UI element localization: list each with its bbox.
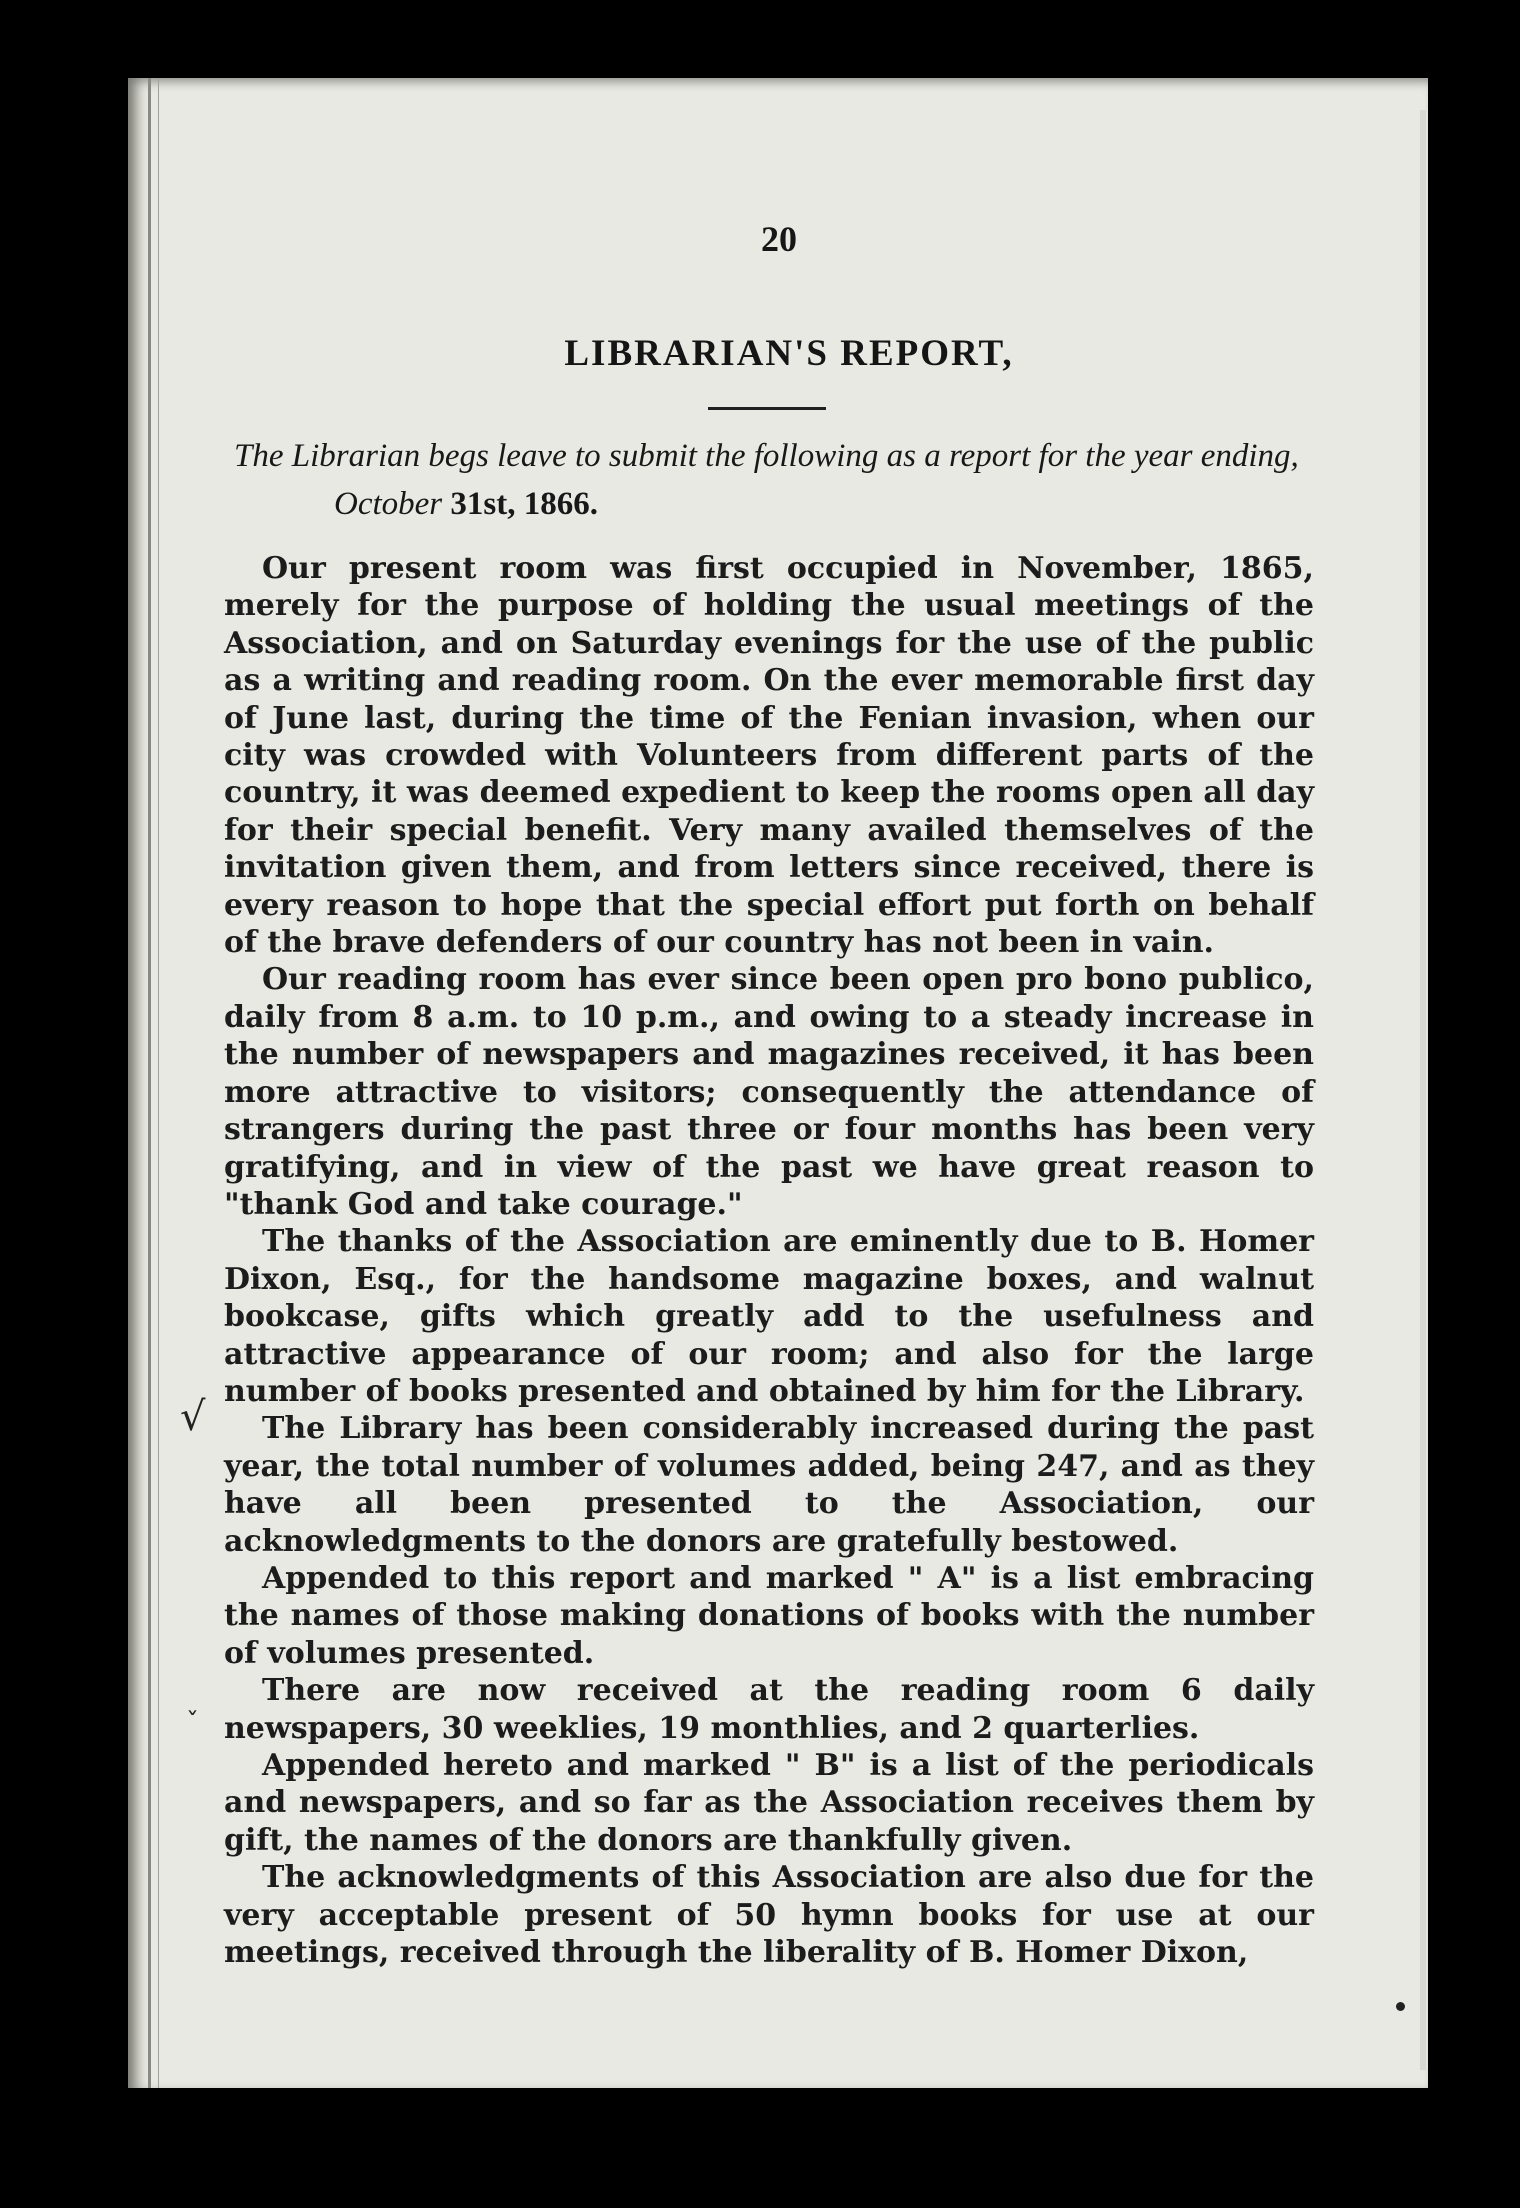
paragraph-3: The thanks of the Association are eminently due to B. Homer Dixon, Esq., for the handsome magazine boxes, and walnut bookcase, gifts which greatly add to the usefulness and attractive appearance of our room; and also for the large number of books presented and obtained by him for the Library. xyxy=(224,1224,1314,1409)
page-title: LIBRARIAN'S REPORT, xyxy=(564,333,1014,374)
intro-text: The Librarian begs leave to submit the following as a report for the year ending, October xyxy=(234,438,1299,522)
page-content xyxy=(224,218,1314,1971)
handwritten-check-mark: √ xyxy=(180,1394,206,1440)
intro-paragraph xyxy=(224,432,1314,528)
book-page xyxy=(128,78,1428,2088)
title-rule xyxy=(708,407,826,410)
handwritten-tick-mark: ˇ xyxy=(186,1708,199,1738)
intro-date: 31st, 1866. xyxy=(450,486,598,522)
paragraph-4: The Library has been considerably increased during the past year, the total number of volumes added, being 247, and as they have all been presented to the Association, our acknowledgments to the donors are gratefully bestowed. xyxy=(224,1411,1314,1559)
paragraph-5: Appended to this report and marked " A" is a list embracing the names of those making donations of books with the number of volumes presented. xyxy=(224,1560,1314,1671)
paragraph-6: There are now received at the reading room 6 daily newspapers, 30 weeklies, 19 monthlies, and 2 quarterlies. xyxy=(224,1673,1314,1746)
report-body xyxy=(224,550,1314,1971)
scan-border xyxy=(1428,110,1520,2110)
paragraph-8: The acknowledgments of this Association are also due for the very acceptable present of 50 hymn books for use at our meetings, received through the liberality of B. Homer Dixon, xyxy=(224,1860,1314,1971)
paragraph-2: Our reading room has ever since been open pro bono publico, daily from 8 a.m. to 10 p.m., and owing to a steady increase in the number of newspapers and magazines received, it has been more attractive to visitors; consequently the attendance of strangers during the past three or four months has been very gratifying, and in view of the past we have great reason to "thank God and take courage." xyxy=(224,962,1314,1222)
paragraph-7: Appended hereto and marked " B" is a list of the periodicals and newspapers, and so far as the Association receives them by gift, the names of the donors are thankfully given. xyxy=(224,1748,1314,1858)
ink-speck xyxy=(1396,2002,1405,2011)
facing-page-edge xyxy=(1420,110,1426,2070)
paragraph-1: Our present room was first occupied in November, 1865, merely for the purpose of holding the usual meetings of the Association, and on Saturday evenings for the use of the public as a writing and reading room. On the ever memorable first day of June last, during the time of the Fenian invasion, when our city was crowded with Volunteers from different parts of the country, it was deemed expedient to keep the rooms open all day for their special benefit. Very many availed themselves of the invitation given them, and from letters since received, there is every reason to hope that the special effort put forth on behalf of the brave defenders of our country has not been in vain. xyxy=(224,551,1314,961)
page-number: 20 xyxy=(761,219,797,259)
